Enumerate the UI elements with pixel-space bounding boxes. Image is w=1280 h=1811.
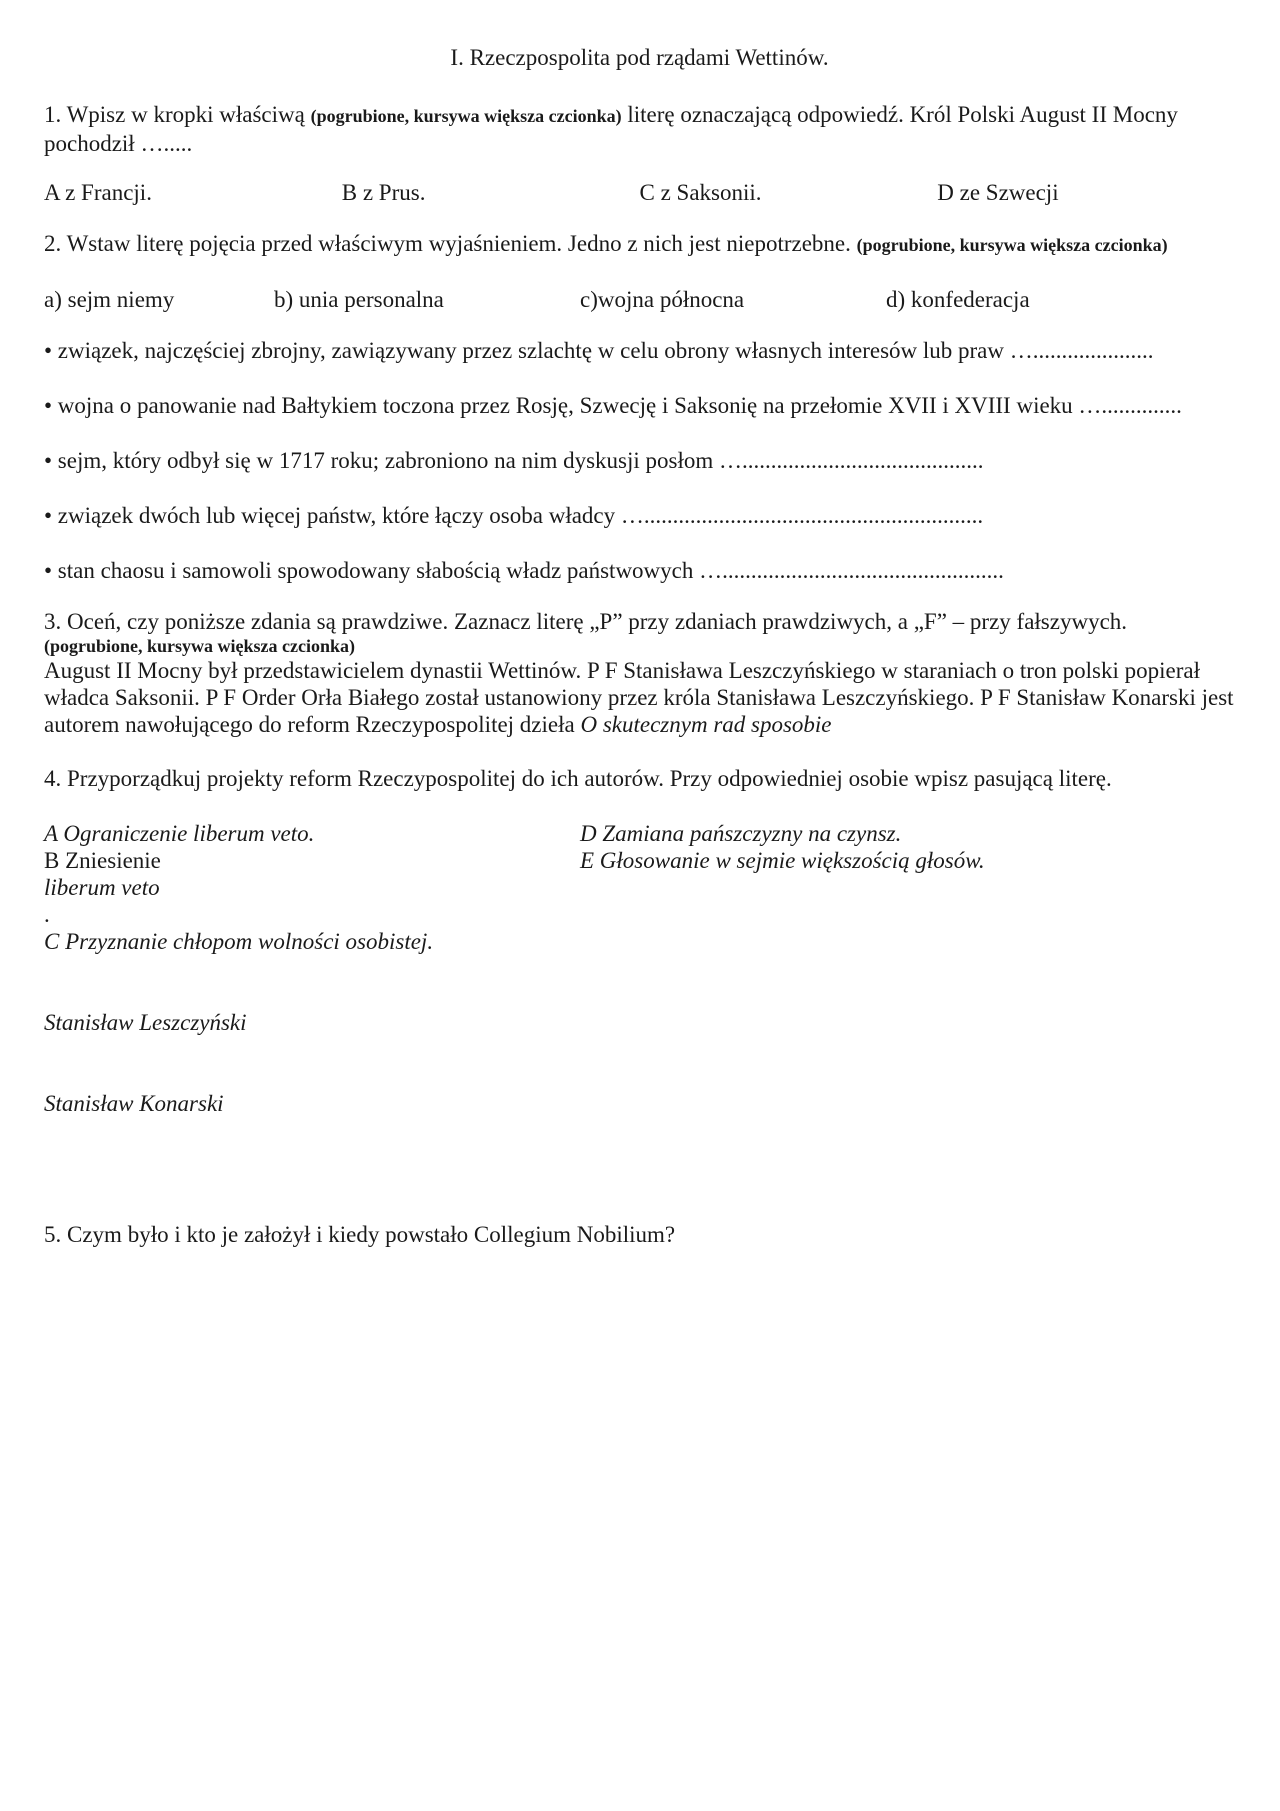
question-4-projects <box>44 820 1235 955</box>
project-option-a: A Ograniczenie liberum veto. <box>44 821 315 846</box>
question-2-option-b: b) unia personalna <box>274 287 444 312</box>
project-option-b-prefix: B Zniesienie <box>44 848 161 873</box>
projects-left-column <box>44 820 580 955</box>
project-option-b-suffix: . <box>44 902 50 927</box>
person-leszczynski: Stanisław Leszczyński <box>44 1010 247 1035</box>
person-konarski: Stanisław Konarski <box>44 1091 224 1116</box>
definition-item: • stan chaosu i samowoli spowodowany słabością władz państwowych …................................................. <box>44 558 1004 583</box>
question-1 <box>44 101 1235 157</box>
question-2-options <box>44 286 1235 313</box>
project-option-e: E Głosowanie w sejmie większością głosów. <box>580 848 985 873</box>
question-3-book-title: O skutecznym rad sposobie <box>580 712 832 737</box>
project-option-d: D Zamiana pańszczyzny na czynsz. <box>580 821 902 846</box>
document-title: I. Rzeczpospolita pod rządami Wettinów. <box>450 45 829 70</box>
question-3-statements <box>44 657 1235 738</box>
question-2-definitions <box>44 337 1235 584</box>
question-3: 3. Oceń, czy poniższe zdania są prawdziwe. Zaznacz literę „P” przy zdaniach prawdziwych, a „F” – przy fałszywych. <box>44 609 1128 634</box>
question-2-note: (pogrubione, kursywa większa czcionka) <box>856 235 1168 255</box>
definition-item: • związek dwóch lub więcej państw, które łączy osoba władcy …........................................................... <box>44 503 984 528</box>
question-3-statements-text: August II Mocny był przedstawicielem dynastii Wettinów. P F Stanisława Leszczyńskiego w staraniach o tron polski popierał władca Saksonii. P F Order Orła Białego został ustanowiony przez króla Stanisława Leszczyńskiego. P F Stanisław Konarski jest autorem nawołującego do reform Rzeczypospolitej dzieła <box>44 658 1234 737</box>
question-2 <box>44 230 1235 259</box>
project-option-c: C Przyznanie chłopom wolności osobistej. <box>44 929 434 954</box>
question-5: 5. Czym było i kto je założył i kiedy powstało Collegium Nobilium? <box>44 1222 676 1247</box>
question-3-note: (pogrubione, kursywa większa czcionka) <box>44 636 356 656</box>
question-1-option-b: B z Prus. <box>341 180 426 205</box>
definition-item: • związek, najczęściej zbrojny, zawiązywany przez szlachtę w celu obrony własnych interesów lub praw …..................... <box>44 338 1154 363</box>
definition-item: • sejm, który odbył się w 1717 roku; zabroniono na nim dyskusji posłom ….......................................... <box>44 448 984 473</box>
question-2-text: 2. Wstaw literę pojęcia przed właściwym wyjaśnieniem. Jedno z nich jest niepotrzebne. <box>44 231 857 256</box>
definition-item: • wojna o panowanie nad Bałtykiem toczona przez Rosję, Szwecję i Saksonię na przełomie XVII i XVIII wieku ….............. <box>44 393 1182 418</box>
project-option-b <box>44 847 580 928</box>
question-2-option-c: c)wojna północna <box>580 287 745 312</box>
question-1-option-a: A z Francji. <box>44 180 152 205</box>
question-1-text-after: literę oznaczającą odpowiedź. Król Polski August II Mocny pochodził …..... <box>44 102 1178 156</box>
question-1-text-before: 1. Wpisz w kropki właściwą <box>44 102 311 127</box>
question-1-option-c: C z Saksonii. <box>639 180 762 205</box>
projects-right-column <box>580 820 1235 955</box>
question-1-option-d: D ze Szwecji <box>937 180 1059 205</box>
question-4: 4. Przyporządkuj projekty reform Rzeczypospolitej do ich autorów. Przy odpowiedniej osobie wpisz pasującą literę. <box>44 766 1112 791</box>
question-2-option-a: a) sejm niemy <box>44 287 175 312</box>
question-2-option-d: d) konfederacja <box>886 287 1030 312</box>
question-1-options <box>44 179 1235 206</box>
question-1-note: (pogrubione, kursywa większa czcionka) <box>310 106 622 126</box>
project-option-b-term: liberum veto <box>44 875 160 900</box>
